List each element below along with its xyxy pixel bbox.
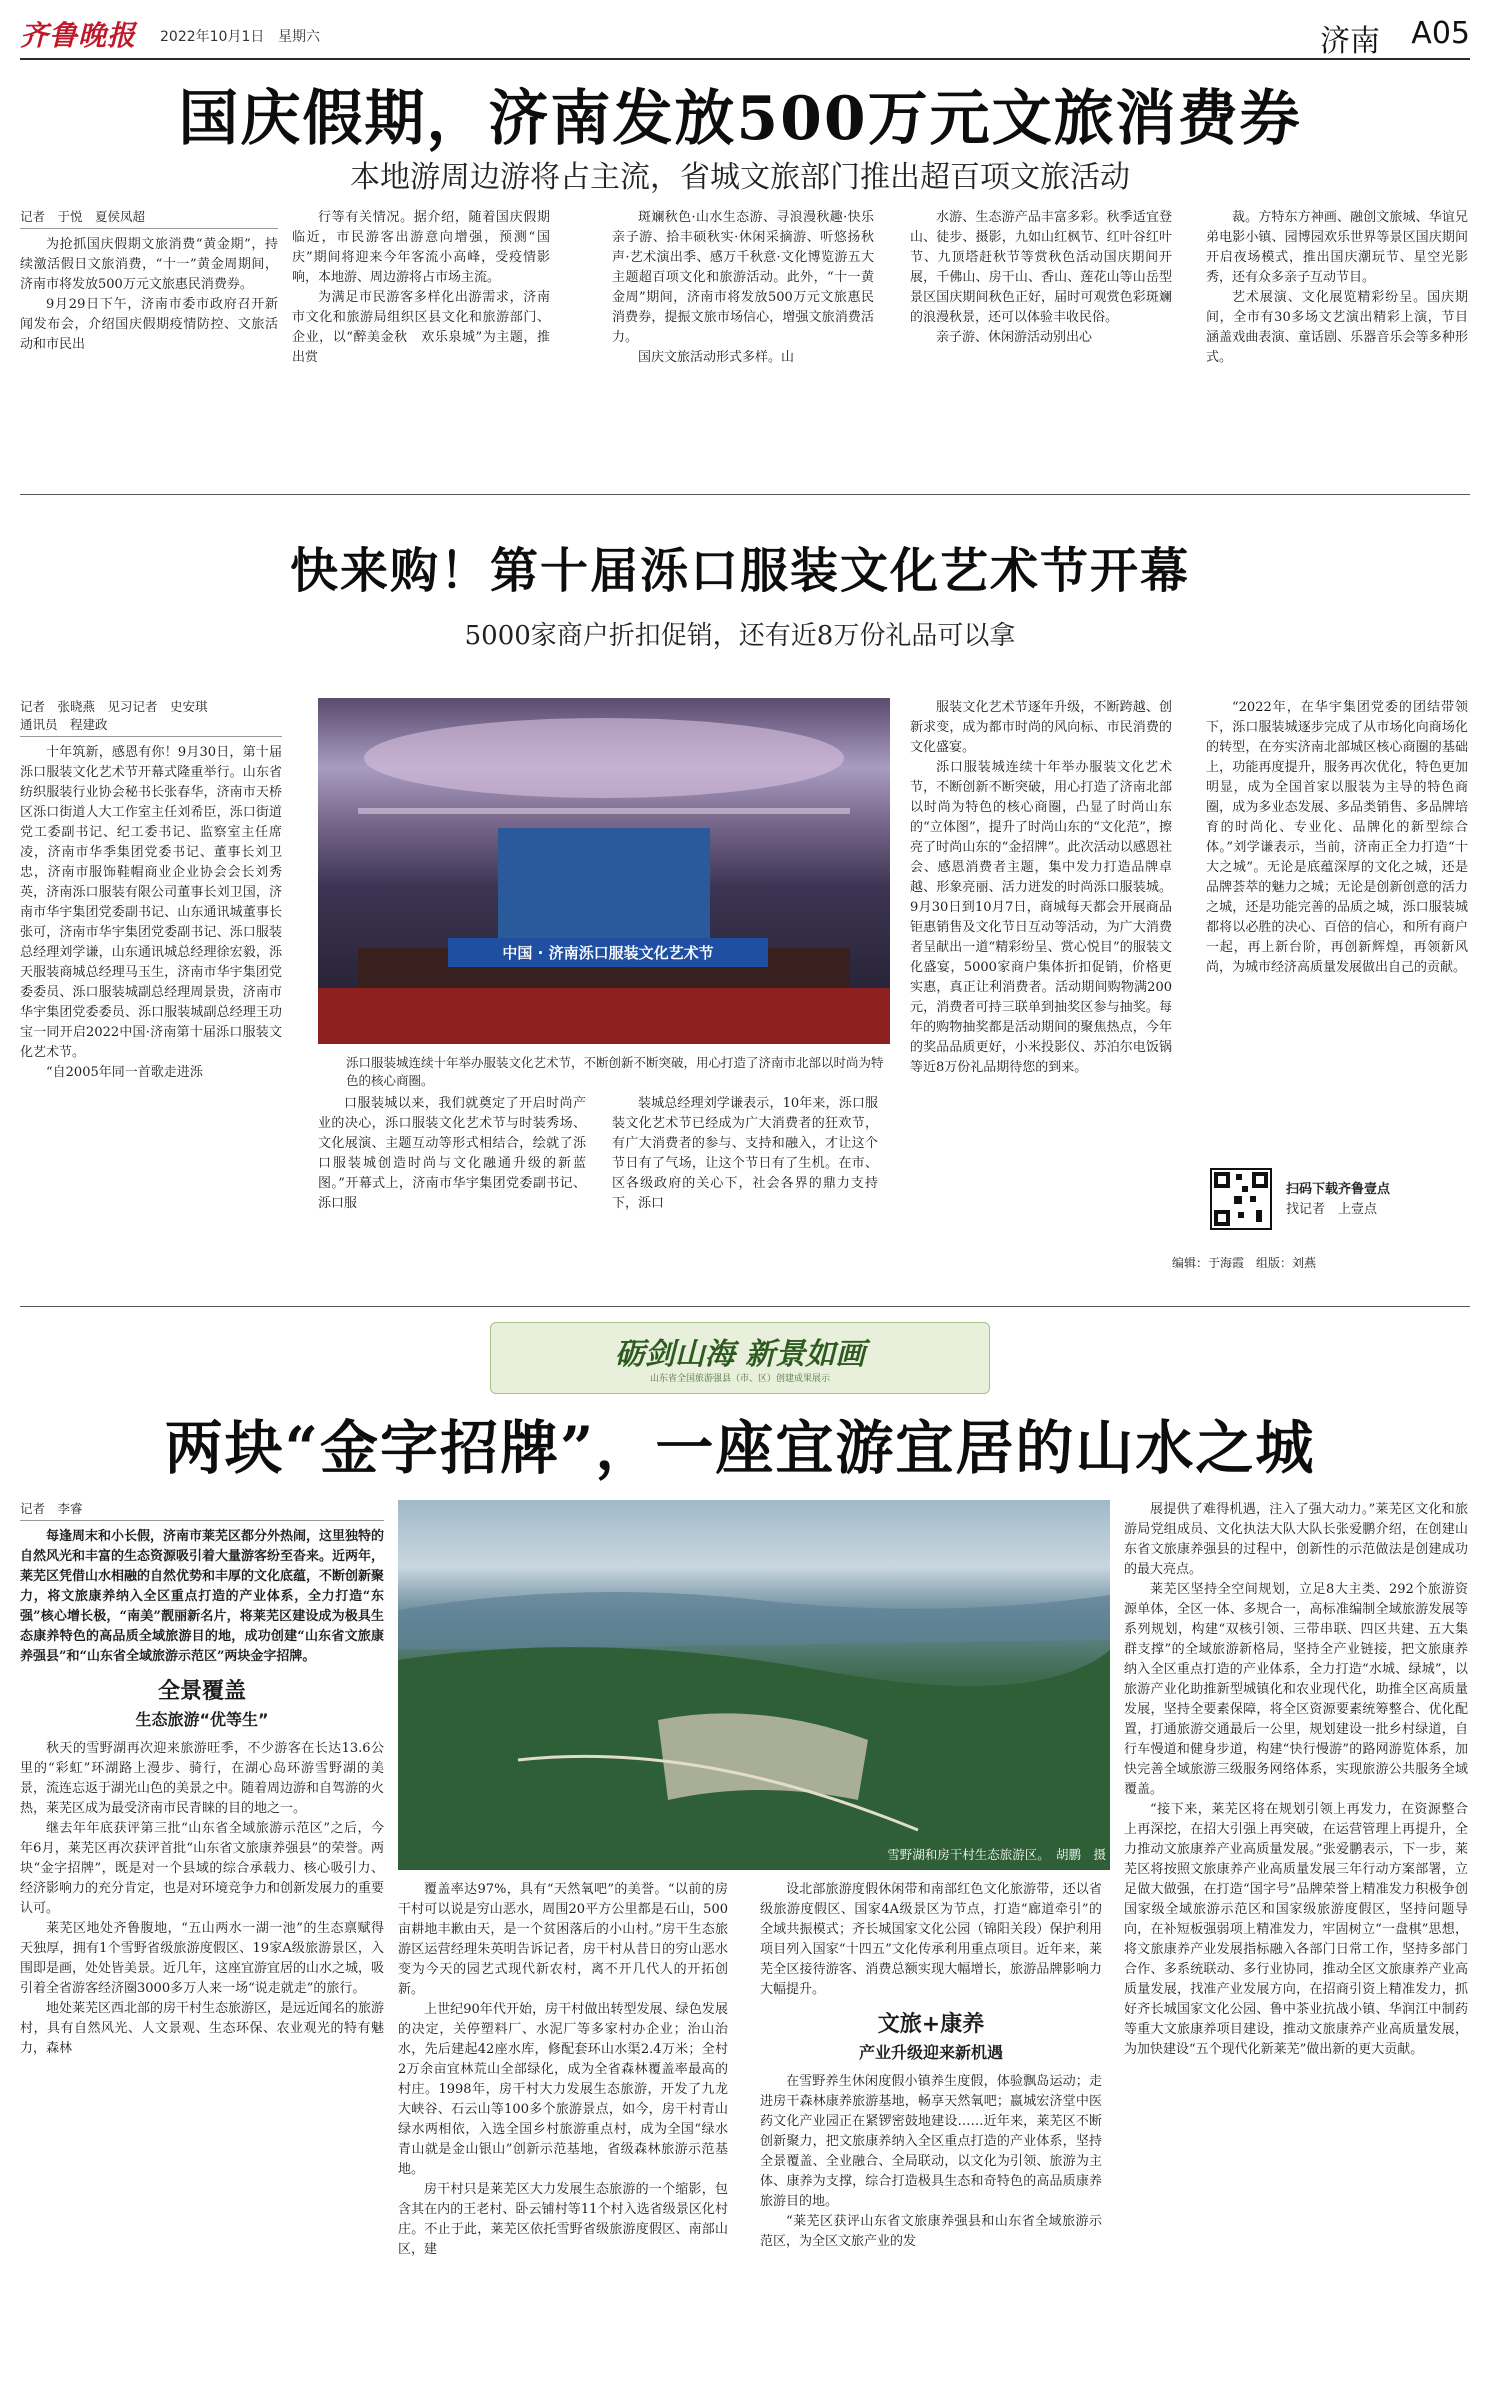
article1-column-4	[910, 208, 1172, 488]
article1-column-2	[292, 208, 550, 488]
article3-column-2	[398, 1880, 728, 2390]
article2-subtitle: 5000家商户折扣促销，还有近8万份礼品可以拿	[464, 621, 1016, 651]
banner-subtitle: 山东省全国旅游强县（市、区）创建成果展示	[649, 1374, 830, 1384]
article3-photo-caption: 雪野湖和房干村生态旅游区。 胡鹏 摄	[887, 1847, 1106, 1862]
article3-column-4	[1124, 1500, 1468, 2390]
paragraph: 装城总经理刘学谦表示，10年来，泺口服装文化艺术节已经成为广大消费者的狂欢节，有广大消费者的参与、支持和融入，才让这个节日有了气场，让这个节日有了生机。在市、区各级政府的关心下，社会各界的鼎力支持下，泺口	[612, 1096, 878, 1211]
section-title: 全景覆盖	[157, 1679, 246, 1704]
article1-title: 国庆假期，济南发放500万元文旅消费券	[178, 84, 1302, 154]
divider	[20, 494, 1470, 495]
paragraph: “自2005年同一首歌走进泺	[46, 1065, 203, 1080]
section-subtitle: 产业升级迎来新机遇	[858, 2043, 1003, 2062]
masthead	[20, 10, 1470, 60]
article1-column-3	[612, 208, 874, 488]
article3-column-1	[20, 1500, 384, 2390]
divider	[20, 1306, 1470, 1307]
paragraph: 国庆文旅活动形式多样。山	[638, 350, 795, 365]
stage-banner-text: 中国 · 济南泺口服装文化艺术节	[448, 938, 768, 967]
article1-subtitle: 本地游周边游将占主流，省城文旅部门推出超百项文旅活动	[350, 160, 1130, 195]
paragraph: 秋天的雪野湖再次迎来旅游旺季，不少游客在长达13.6公里的“彩虹”环湖路上漫步、骑行，在湖心岛环游雪野湖的美景，流连忘返于湖光山色的美景之中。随着周边游和自驾游的火热，莱芜区成为最受济南市民青睐的目的地之一。	[20, 1741, 384, 1816]
article1-column-5	[1206, 208, 1468, 488]
paragraph: 为满足市民游客多样化出游需求，济南市文化和旅游局组织区县文化和旅游部门、企业，以“醉美金秋 欢乐泉城”为主题，推出赏	[292, 290, 550, 365]
paragraph: 服装文化艺术节逐年升级，不断跨越、创新求变，成为都市时尚的风向标、市民消费的文化盛宴。	[910, 700, 1172, 755]
article2-title: 快来购！第十届泺口服装文化艺术节开幕	[289, 543, 1190, 599]
lake-village-photo	[398, 1500, 1110, 1870]
paragraph: 口服装城以来，我们就奠定了开启时尚产业的决心，泺口服装文化艺术节与时装秀场、文化展演、主题互动等形式相结合，绘就了泺口服装城创造时尚与文化融通升级的新蓝图。”开幕式上，济南市华宇集团党委副书记、泺口服	[318, 1096, 586, 1211]
paragraph: 莱芜区地处齐鲁腹地，“五山两水一湖一池”的生态禀赋得天独厚，拥有1个雪野省级旅游度假区、19家A级旅游景区，入围即是画，处处皆美景。近几年，这座宜游宜居的山水之城，吸引着全省游客经济圈3000多万人来一场“说走就走”的旅行。	[20, 1921, 384, 1996]
paragraph: 设北部旅游度假休闲带和南部红色文化旅游带，还以省级旅游度假区、国家4A级景区为节点，打造“廊道牵引”的全域共振模式；齐长城国家文化公园（锦阳关段）保护利用项目列入国家“十四五”文化传承利用重点项目。近年来，莱芜全区接待游客、消费总额实现大幅增长，旅游品牌影响力大幅提升。	[760, 1882, 1102, 1997]
paragraph: 莱芜区坚持全空间规划，立足8大主类、292个旅游资源单体，全区一体、多规合一，高标准编制全域旅游发展等系列规划，构建“双核引领、三带串联、四区共建、五大集群支撑”的全域旅游新格局，坚持全产业链接，把文旅康养纳入全区重点打造的产业体系，全力打造“水城、绿城”，以旅游产业化助推新型城镇化和农业现代化，助推全区高质量发展，坚持全要素保障，将全区资源要素统筹整合、优化配置，打通旅游交通最后一公里，规划建设一批乡村绿道，自行车慢道和健身步道，构建“快行慢游”的路网游览体系，加快完善全域旅游三级服务网络体系，实现旅游公共服务全域覆盖。	[1124, 1582, 1468, 1797]
photo-scene	[318, 698, 890, 1044]
article2-byline: 记者 张晓燕 见习记者 史安琪 通讯员 程建政	[20, 698, 282, 737]
article3-title: 两块“金字招牌”，一座宜游宜居的山水之城	[164, 1414, 1316, 1482]
paragraph: 在雪野养生休闲度假小镇养生度假，体验飘岛运动；走进房干森林康养旅游基地，畅享天然氧吧；嬴城宏济堂中医药文化产业园正在紧锣密鼓地建设……近年来，莱芜区不断创新聚力，把文旅康养纳入全区重点打造的产业体系，坚持全景覆盖、全业融合、全局联动，以文化为引领、旅游为主体、康养为支撑，综合打造极具生态和奇特色的高品质康养旅游目的地。	[760, 2074, 1102, 2209]
paragraph: “莱芜区获评山东省文旅康养强县和山东省全域旅游示范区，为全区文旅产业的发	[760, 2214, 1102, 2249]
qr-pattern	[1212, 1170, 1270, 1228]
article3-byline: 记者 李睿	[20, 1500, 384, 1521]
qr-text	[1286, 1180, 1390, 1220]
section-subtitle: 生态旅游“优等生”	[135, 1710, 269, 1729]
qr-text-line: 找记者 上壹点	[1286, 1202, 1378, 1217]
section-title: 文旅+康养	[877, 2012, 985, 2037]
article2-column-2	[318, 1094, 586, 1294]
paragraph: 房干村只是莱芜区大力发展生态旅游的一个缩影，包含其在内的王老村、卧云铺村等11个村入选省级景区化村庄。不止于此，莱芜区依托雪野省级旅游度假区、南部山区，建	[398, 2182, 728, 2257]
paragraph: 行等有关情况。据介绍，随着国庆假期临近，市民游客出游意向增强，预测“国庆”期间将迎来今年客流小高峰，受疫情影响，本地游、周边游将占市场主流。	[292, 210, 550, 285]
paragraph: 裁。方特东方神画、融创文旅城、华谊兄弟电影小镇、园博园欢乐世界等景区国庆期间开启夜场模式，推出国庆潮玩节、星空光影秀，还有众多亲子互动节目。	[1206, 210, 1468, 285]
newspaper-logo: 齐鲁晚报	[20, 19, 137, 52]
paragraph: 艺术展演、文化展览精彩纷呈。国庆期间，全市有30多场文艺演出精彩上演，节目涵盖戏曲表演、童话剧、乐器音乐会等多种形式。	[1206, 290, 1468, 365]
paragraph: 亲子游、休闲游活动别出心	[936, 330, 1093, 345]
article1-byline: 记者 于悦 夏侯凤超	[20, 208, 278, 229]
article2-photo-caption: 泺口服装城连续十年举办服装文化艺术节，不断创新不断突破，用心打造了济南市北部以时尚为特色的核心商圈。	[346, 1055, 884, 1088]
banner-title: 砺剑山海 新景如画	[614, 1337, 866, 1372]
fashion-festival-photo	[318, 698, 890, 1044]
issue-date: 2022年10月1日	[160, 29, 265, 45]
issue-weekday: 星期六	[278, 29, 320, 45]
paragraph: 上世纪90年代开始，房干村做出转型发展、绿色发展的决定，关停塑料厂、水泥厂等多家村办企业；治山治水，先后建起42座水库，修配套环山水渠2.4万米；全村2万余亩宜林荒山全部绿化，成为全省森林覆盖率最高的村庄。1998年，房干村大力发展生态旅游，开发了九龙大峡谷、石云山等100多个旅游景点，如今，房干村青山绿水两相依，入选全国乡村旅游重点村，成为全国“绿水青山就是金山银山”创新示范基地，省级森林旅游示范基地。	[398, 2002, 728, 2177]
section-name: 济南	[1320, 24, 1380, 59]
article2-column-3	[612, 1094, 878, 1294]
paragraph: 十年筑新，感恩有你！9月30日，第十届泺口服装文化艺术节开幕式隆重举行。山东省纺织服装行业协会秘书长张春华，济南市天桥区泺口街道人大工作室主任刘希臣，泺口街道党工委副书记、纪工委书记、监察室主任席凌，济南市华季集团党委书记、董事长刘卫忠，济南市服饰鞋帽商业企业协会会长刘秀英，济南泺口服装有限公司董事长刘卫国，济南市华宇集团党委副书记、山东通讯城董事长张可，济南市华宇集团党委副书记、泺口服装总经理刘学谦，山东通讯城总经理徐宏毅，泺天服装商城总经理马玉生，济南市华宇集团党委委员、泺口服装城副总经理周景贵，济南市华宇集团党委委员、泺口服装城副总经理王功宝一同开启2022中国·济南第十届泺口服装文化艺术节。	[20, 745, 282, 1060]
paragraph: 水游、生态游产品丰富多彩。秋季适宜登山、徒步、摄影，九如山红枫节、红叶谷红叶节、九顶塔赶秋节等赏秋色活动国庆期间开展，千佛山、房干山、香山、莲花山等山岳型景区国庆期间秋色正好，届时可观赏色彩斑斓的浪漫秋景，还可以体验丰收民俗。	[910, 210, 1172, 325]
paragraph: 地处莱芜区西北部的房干村生态旅游区，是远近闻名的旅游村，具有自然风光、人文景观、生态环保、农业观光的特有魅力，森林	[20, 2001, 384, 2056]
article3-column-3	[760, 1880, 1102, 2390]
page-number: A05	[1411, 16, 1470, 51]
paragraph: 覆盖率达97%，具有“天然氧吧”的美誉。“以前的房干村可以说是穷山恶水，周围20平方公里都是石山，500亩耕地丰歉由天，是一个贫困落后的小山村。”房干生态旅游区运营经理朱英明告诉记者，房干村从昔日的穷山恶水变为今天的园艺式现代新农村，离不开几代人的开拓创新。	[398, 1882, 728, 1997]
qr-text-line: 扫码下载齐鲁壹点	[1286, 1182, 1391, 1197]
paragraph: 泺口服装城连续十年举办服装文化艺术节，不断创新不断突破，用心打造了济南北部以时尚为特色的核心商圈，凸显了时尚山东的“立体图”，提升了时尚山东的“文化范”，擦亮了时尚山东的“金招牌”。此次活动以感恩社会、感恩消费者主题，集中发力打造品牌卓越、形象亮丽、活力迸发的时尚泺口服装城。9月30日到10月7日，商城每天都会开展商品钜惠销售及文化节日互动等活动，为广大消费者呈献出一道“精彩纷呈、赏心悦目”的服装文化盛宴，5000家商户集体折扣促销，价格更实惠，真正让利消费者。活动期间购物满200元，消费者可持三联单到抽奖区参与抽奖。每年的购物抽奖都是活动期间的聚焦热点，今年的奖品品质更好，小米投影仪、苏泊尔电饭锅等近8万份礼品期待您的到来。	[910, 760, 1172, 1075]
article3-lead: 每逢周末和小长假，济南市莱芜区都分外热闹，这里独特的自然风光和丰富的生态资源吸引着大量游客纷至沓来。近两年，莱芜区凭借山水相融的自然优势和丰厚的文化底蕴，不断创新聚力，将文旅康养纳入全区重点打造的产业体系，全力打造“东强”核心增长极，“南美”靓丽新名片，将莱芜区建设成为极具生态康养特色的高品质全域旅游目的地，成功创建“山东省文旅康养强县”和“山东省全域旅游示范区”两块金字招牌。	[20, 1529, 384, 1664]
paragraph: “接下来，莱芜区将在规划引领上再发力，在资源整合上再深挖，在招大引强上再突破，在运营管理上再提升，全力推动文旅康养产业高质量发展。”张爱鹏表示，下一步，莱芜区将按照文旅康养产业高质量发展三年行动方案部署，立足做大做强，在打造“国字号”品牌荣誉上精准发力积极争创国家级全域旅游示范区和国家级旅游度假区，坚持问题导向，在补短板强弱项上精准发力，牢固树立“一盘棋”思想，将文旅康养产业发展指标融入各部门日常工作，坚持多部门合作、多系统联动、多行业协同，推动全区文旅康养产业高质量发展，找准产业发展方向，在招商引资上精准发力，抓好齐长城国家文化公园、鲁中茶业抗战小镇、华润江中制药等重大文旅康养项目建设，推动文旅康养产业高质量发展，为加快建设“五个现代化新莱芜”做出新的更大贡献。	[1124, 1802, 1468, 2057]
paragraph: 继去年年底获评第三批“山东省全域旅游示范区”之后，今年6月，莱芜区再次获评首批“山东省文旅康养强县”的荣誉。两块“金字招牌”，既是对一个县域的综合承载力、核心吸引力、经济影响力的充分肯定，也是对环境竞争力和创新发展力的重要认可。	[20, 1821, 384, 1916]
qr-code[interactable]	[1210, 1168, 1272, 1230]
paragraph: 斑斓秋色·山水生态游、寻浪漫秋趣·快乐亲子游、拾丰硕秋实·休闲采摘游、听悠扬秋声·艺术演出季、感万千秋意·文化博览游五大主题超百项文化和旅游活动。此外，“十一黄金周”期间，济南市将发放500万元文旅惠民消费券，提振文旅市场信心，增强文旅消费活力。	[612, 210, 874, 345]
paragraph: “2022年，在华宇集团党委的团结带领下，泺口服装城逐步完成了从市场化向商场化的转型，在夯实济南北部城区核心商圈的基础上，功能再度提升，服务再次优化，特色更加明显，成为全国首家以服装为主导的特色商圈，成为多业态发展、多品类销售、多品牌培育的时尚化、专业化、品牌化的新型综合体。”刘学谦表示，当前，济南正全力打造“十大之城”。无论是底蕴深厚的文化之城，还是品牌荟萃的魅力之城；无论是创新创意的活力之城，还是功能完善的品质之城，泺口服装城都将以必胜的决心、百倍的信心，和所有商户一起，再上新台阶，再创新辉煌，再领新风尚，为城市经济高质量发展做出自己的贡献。	[1206, 700, 1468, 975]
series-banner	[490, 1322, 990, 1394]
article2-column-4	[910, 698, 1172, 1298]
paragraph: 为抢抓国庆假期文旅消费“黄金期”，持续激活假日文旅消费，“十一”黄金周期间，济南市将发放500万元文旅惠民消费券。	[20, 237, 278, 292]
article2-column-1	[20, 698, 282, 1298]
paragraph: 9月29日下午，济南市委市政府召开新闻发布会，介绍国庆假期疫情防控、文旅活动和市民出	[20, 297, 278, 352]
photo-scene	[398, 1500, 1110, 1870]
paragraph: 展提供了难得机遇，注入了强大动力。”莱芜区文化和旅游局党组成员、文化执法大队大队长张爱鹏介绍，在创建山东省文旅康养强县的过程中，创新性的示范做法是创建成功的最大亮点。	[1124, 1502, 1468, 1577]
article2-column-5	[1206, 698, 1468, 1158]
editor-credit: 编辑：于海霞 组版：刘燕	[1172, 1256, 1317, 1270]
article1-column-1	[20, 208, 278, 488]
